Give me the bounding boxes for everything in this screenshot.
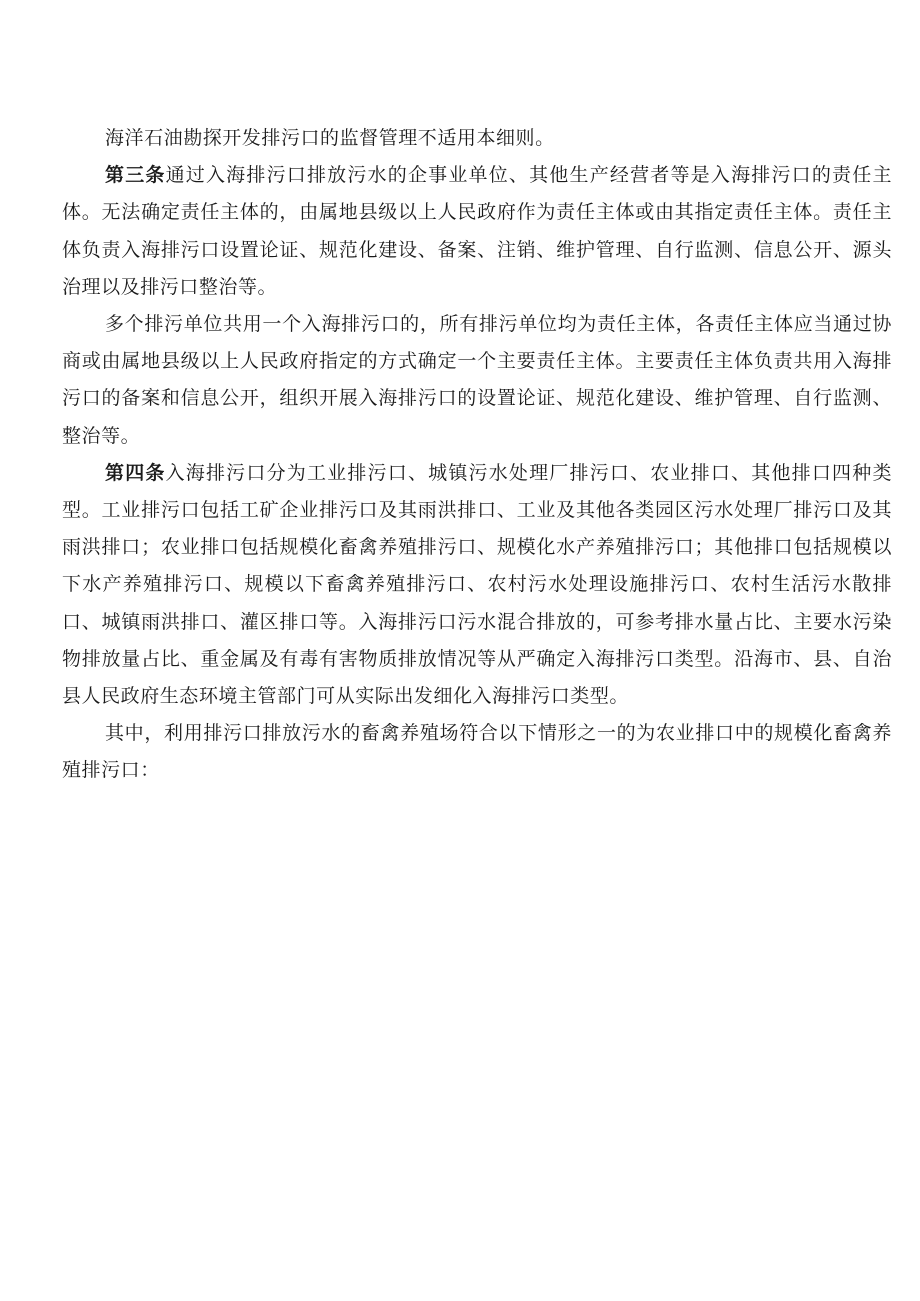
paragraph-article-4-text: 入海排污口分为工业排污口、城镇污水处理厂排污口、农业排口、其他排口四种类型。工业排污口包括工矿企业排污口及其雨洪排口、工业及其他各类园区污水处理厂排污口及其雨洪排口；农业排口包括规模化畜禽养殖排污口、规模化水产养殖排污口；其他排口包括规模以下水产养殖排污口、规模以下畜禽养殖排污口、农村污水处理设施排污口、农村生活污水散排口、城镇雨洪排口、灌区排口等。入海排污口污水混合排放的，可参考排水量占比、主要水污染物排放量占比、重金属及有毒有害物质排放情况等从严确定入海排污口类型。沿海市、县、自治县人民政府生态环境主管部门可从实际出发细化入海排污口类型。	[62, 461, 892, 708]
paragraph-5-text: 其中，利用排污口排放污水的畜禽养殖场符合以下情形之一的为农业排口中的规模化畜禽养殖排污口：	[62, 722, 892, 782]
paragraph-3-text: 多个排污单位共用一个入海排污口的，所有排污单位均为责任主体，各责任主体应当通过协商或由属地县级以上人民政府指定的方式确定一个主要责任主体。主要责任主体负责共用入海排污口的备案和信息公开，组织开展入海排污口的设置论证、规范化建设、维护管理、自行监测、整治等。	[62, 313, 892, 447]
document-page	[62, 120, 892, 790]
paragraph-article-3	[62, 157, 892, 306]
paragraph-1-text: 海洋石油勘探开发排污口的监督管理不适用本细则。	[105, 127, 555, 149]
paragraph-5	[62, 715, 892, 789]
article-3-heading: 第三条	[105, 164, 166, 187]
paragraph-3	[62, 306, 892, 455]
paragraph-article-3-text: 通过入海排污口排放污水的企事业单位、其他生产经营者等是入海排污口的责任主体。无法确定责任主体的，由属地县级以上人民政府作为责任主体或由其指定责任主体。责任主体负责入海排污口设置论证、规范化建设、备案、注销、维护管理、自行监测、信息公开、源头治理以及排污口整治等。	[62, 164, 892, 298]
article-4-heading: 第四条	[105, 461, 166, 484]
paragraph-1	[62, 120, 892, 157]
paragraph-article-4	[62, 455, 892, 715]
